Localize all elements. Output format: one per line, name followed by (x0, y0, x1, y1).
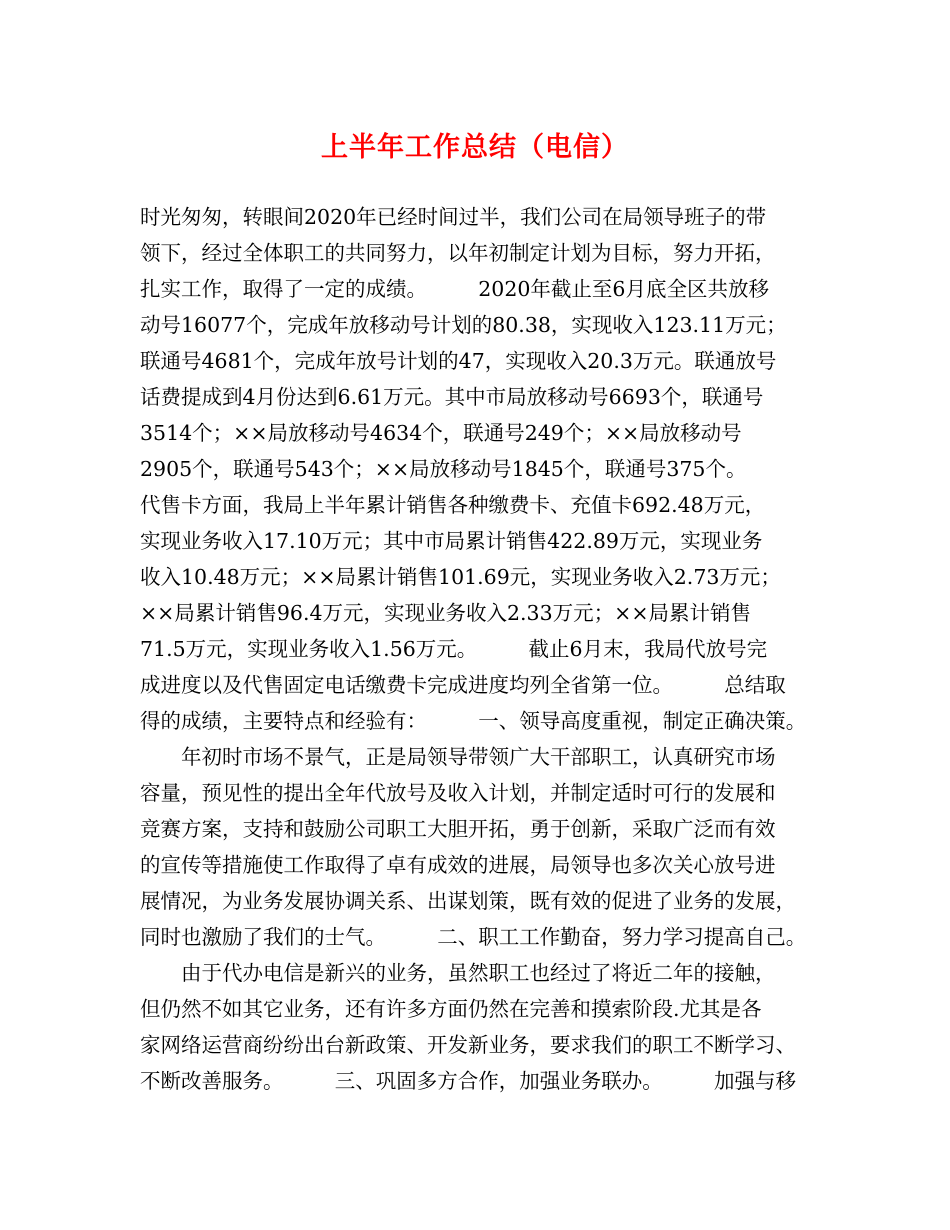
document-title: 上半年工作总结（电信） (321, 132, 629, 163)
text-line: 动号16077个，完成年放移动号计划的80.38，实现收入123.11万元； (140, 313, 787, 337)
text-line: 不断改善服务。 三、巩固多方合作，加强业务联办。 加强与移 (140, 1069, 796, 1093)
text-line: 的宣传等措施使工作取得了卓有成效的进展，局领导也多次关心放号进 (140, 853, 776, 877)
text-line: 话费提成到4月份达到6.61万元。其中市局放移动号6693个，联通号 (140, 385, 764, 409)
text-line: 同时也激励了我们的士气。 二、职工工作勤奋，努力学习提高自己。 (140, 925, 807, 949)
text-line: 展情况，为业务发展协调关系、出谋划策，既有效的促进了业务的发展， (140, 889, 796, 913)
text-line: 实现业务收入17.10万元；其中市局累计销售422.89万元，实现业务 (140, 529, 763, 553)
text-line: 扎实工作，取得了一定的成绩。 2020年截止至6月底全区共放移 (140, 277, 769, 301)
text-line: 71.5万元，实现业务收入1.56万元。 截止6月末，我局代放号完 (140, 637, 768, 661)
text-line: 得的成绩，主要特点和经验有： 一、领导高度重视，制定正确决策。 (140, 709, 807, 733)
text-line: 年初时市场不景气，正是局领导带领广大干部职工，认真研究市场 (140, 745, 776, 769)
text-line: 领下，经过全体职工的共同努力，以年初制定计划为目标，努力开拓， (140, 241, 776, 265)
text-line: 竞赛方案，支持和鼓励公司职工大胆开拓，勇于创新，采取广泛而有效 (140, 817, 776, 841)
text-line: 成进度以及代售固定电话缴费卡完成进度均列全省第一位。 总结取 (140, 673, 786, 697)
text-line: 3514个；××局放移动号4634个，联通号249个；××局放移动号 (140, 421, 742, 445)
text-line: 联通号4681个，完成年放号计划的47，实现收入20.3万元。联通放号 (140, 349, 777, 373)
text-line: ××局累计销售96.4万元，实现业务收入2.33万元；××局累计销售 (140, 601, 751, 625)
text-line: 家网络运营商纷纷出台新政策、开发新业务，要求我们的职工不断学习、 (140, 1033, 796, 1057)
text-line: 但仍然不如其它业务，还有许多方面仍然在完善和摸索阶段.尤其是各 (140, 997, 762, 1021)
text-line: 容量，预见性的提出全年代放号及收入计划，并制定适时可行的发展和 (140, 781, 776, 805)
text-line: 收入10.48万元；××局累计销售101.69元，实现业务收入2.73万元； (140, 565, 781, 589)
text-line: 由于代办电信是新兴的业务，虽然职工也经过了将近二年的接触， (140, 961, 776, 985)
text-line: 时光匆匆，转眼间2020年已经时间过半，我们公司在局领导班子的带 (140, 205, 767, 229)
text-line: 2905个，联通号543个；××局放移动号1845个，联通号375个。 (140, 457, 747, 481)
document-body (140, 199, 830, 1099)
text-line: 代售卡方面，我局上半年累计销售各种缴费卡、充值卡692.48万元， (140, 493, 766, 517)
